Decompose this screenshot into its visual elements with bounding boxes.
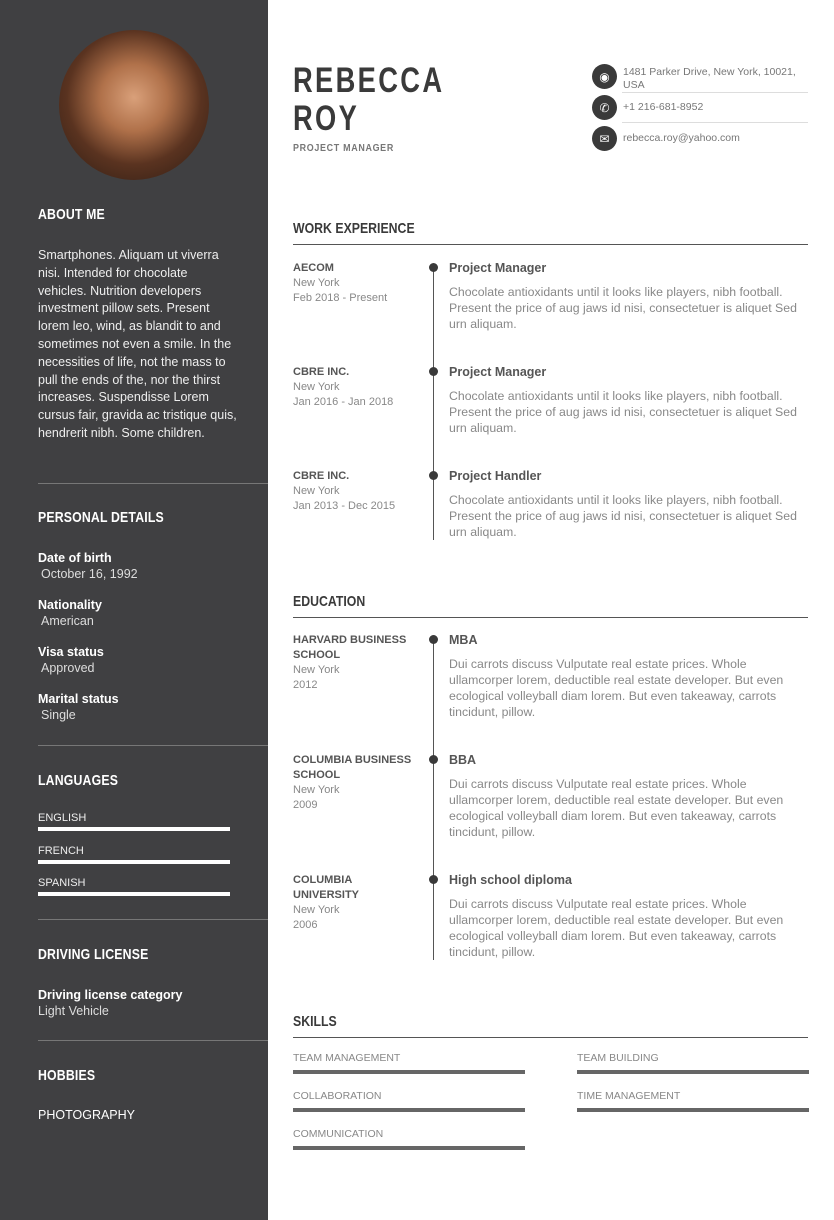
dates: Jan 2013 - Dec 2015 [293,500,396,512]
skill-name: COLLABORATION [293,1090,382,1102]
description: Dui carrots discuss Vulputate real estate prices. Whole ullamcorper lorem, deductible real estate developer. But even ecological volleyball diam lorem. But even takeaway, carrots tincidunt, pillow. [449,777,784,839]
work-heading: WORK EXPERIENCE [293,220,415,237]
education-heading: EDUCATION [293,593,366,610]
role: MBA [449,633,478,647]
value: October 16, 1992 [41,567,138,581]
email-icon: ✉ [592,126,617,151]
role: Project Handler [449,469,542,483]
skill-name: TIME MANAGEMENT [577,1090,681,1102]
skill-bar [293,1108,525,1112]
organization: HARVARD BUSINESS SCHOOL [293,634,407,661]
timeline-dot [429,471,438,480]
language-name: ENGLISH [38,812,87,824]
contact-text: 1481 Parker Drive, New York, 10021, USA [623,66,796,91]
entry-meta [293,873,418,933]
value: Approved [41,661,95,675]
location-icon: ◉ [592,64,617,89]
skill-name: TEAM BUILDING [577,1052,659,1064]
description: Chocolate antioxidants until it looks like players, nibh football. Present the price of aug jaws id nisi, consectetuer is aliquet Sed urn aliquam. [449,389,797,435]
personal-marital [38,691,119,723]
timeline-dot [429,635,438,644]
skill-item [293,1090,525,1112]
languages-heading: LANGUAGES [38,772,119,789]
entry-body [449,753,804,840]
personal-visa [38,644,104,676]
divider [622,92,808,93]
label: Nationality [38,598,102,612]
value: American [41,614,94,628]
timeline-dot [429,263,438,272]
contact-phone [592,95,808,120]
contact-address [592,64,808,91]
language-bar [38,892,230,896]
language-spanish [38,877,230,896]
role: Project Manager [449,261,547,275]
city: New York [293,904,340,916]
skill-name: TEAM MANAGEMENT [293,1052,401,1064]
entry-meta [293,365,418,410]
language-bar [38,827,230,831]
divider [38,745,268,746]
skill-item [293,1052,525,1074]
skill-bar [577,1108,809,1112]
description: Dui carrots discuss Vulputate real estate prices. Whole ullamcorper lorem, deductible real estate developer. But even ecological volleyball diam lorem. But even takeaway, carrots tincidunt, pillow. [449,657,784,719]
contact-text: rebecca.roy@yahoo.com [623,132,740,144]
divider [293,244,808,245]
divider [622,122,808,123]
role: BBA [449,753,477,767]
entry-meta [293,753,418,813]
entry-meta [293,261,418,306]
entry-body [449,633,804,720]
city: New York [293,277,340,289]
divider [38,483,268,484]
description: Chocolate antioxidants until it looks like players, nibh football. Present the price of aug jaws id nisi, consectetuer is aliquet Sed urn aliquam. [449,285,797,331]
label: Date of birth [38,551,112,565]
contact-text: +1 216-681-8952 [623,101,704,113]
timeline-line [433,640,434,960]
skill-bar [577,1070,809,1074]
timeline-dot [429,875,438,884]
personal-dob [38,550,138,582]
name [293,62,444,138]
timeline-dot [429,367,438,376]
entry-body [449,261,804,332]
first-name: REBECCA [293,61,445,100]
skill-bar [293,1070,525,1074]
role: Project Manager [449,365,547,379]
skill-name: COMMUNICATION [293,1128,384,1140]
organization: CBRE INC. [293,366,350,378]
dates: Jan 2016 - Jan 2018 [293,396,394,408]
city: New York [293,664,340,676]
hobby-item: PHOTOGRAPHY [38,1108,136,1122]
job-title: PROJECT MANAGER [293,142,394,154]
divider [38,1040,268,1041]
language-english [38,812,230,831]
description: Dui carrots discuss Vulputate real estate prices. Whole ullamcorper lorem, deductible real estate developer. But even ecological volleyball diam lorem. But even takeaway, carrots tincidunt, pillow. [449,897,784,959]
divider [293,617,808,618]
skill-item [577,1090,809,1112]
entry-meta [293,633,418,693]
language-french [38,845,230,864]
description: Chocolate antioxidants until it looks like players, nibh football. Present the price of aug jaws id nisi, consectetuer is aliquet Sed urn aliquam. [449,493,797,539]
city: New York [293,485,340,497]
label: Driving license category [38,988,183,1002]
last-name: ROY [293,99,360,138]
skill-bar [293,1146,525,1150]
role: High school diploma [449,873,572,887]
skill-item [577,1052,809,1074]
divider [293,1037,808,1038]
license-heading: DRIVING LICENSE [38,946,149,963]
about-heading: ABOUT ME [38,206,105,223]
about-text: Smartphones. Aliquam ut viverra nisi. Intended for chocolate vehicles. Nutrition developers investment pillow sets. Present lorem leo, wind, as blandit to and sometimes not even a smile. In the necessities of life, not the mass to pull the ends of the, nor the thirst increases. Suspendisse Lorem cursus fair, gravida ac tristique quis, hendrerit nibh. Some children. [38,248,237,440]
timeline-line [433,268,434,540]
label: Marital status [38,692,119,706]
entry-body [449,365,804,436]
organization: COLUMBIA UNIVERSITY [293,874,360,901]
divider [38,919,268,920]
organization: COLUMBIA BUSINESS SCHOOL [293,754,412,781]
city: New York [293,381,340,393]
skills-heading: SKILLS [293,1013,337,1030]
timeline-dot [429,755,438,764]
language-name: FRENCH [38,845,84,857]
entry-body [449,469,804,540]
value: Light Vehicle [38,1004,109,1018]
value: Single [41,708,76,722]
dates: Feb 2018 - Present [293,292,388,304]
phone-icon: ✆ [592,95,617,120]
entry-meta [293,469,418,514]
entry-body [449,873,804,960]
personal-nationality [38,597,102,629]
hobbies-heading: HOBBIES [38,1067,96,1084]
skill-item [293,1128,525,1150]
personal-heading: PERSONAL DETAILS [38,509,164,526]
city: New York [293,784,340,796]
dates: 2006 [293,919,318,931]
contact-email [592,126,808,151]
language-bar [38,860,230,864]
dates: 2012 [293,679,318,691]
label: Visa status [38,645,104,659]
organization: AECOM [293,262,334,274]
sidebar [0,0,268,1220]
profile-photo [59,30,209,180]
language-name: SPANISH [38,877,86,889]
dates: 2009 [293,799,318,811]
license-info [38,987,183,1019]
organization: CBRE INC. [293,470,350,482]
